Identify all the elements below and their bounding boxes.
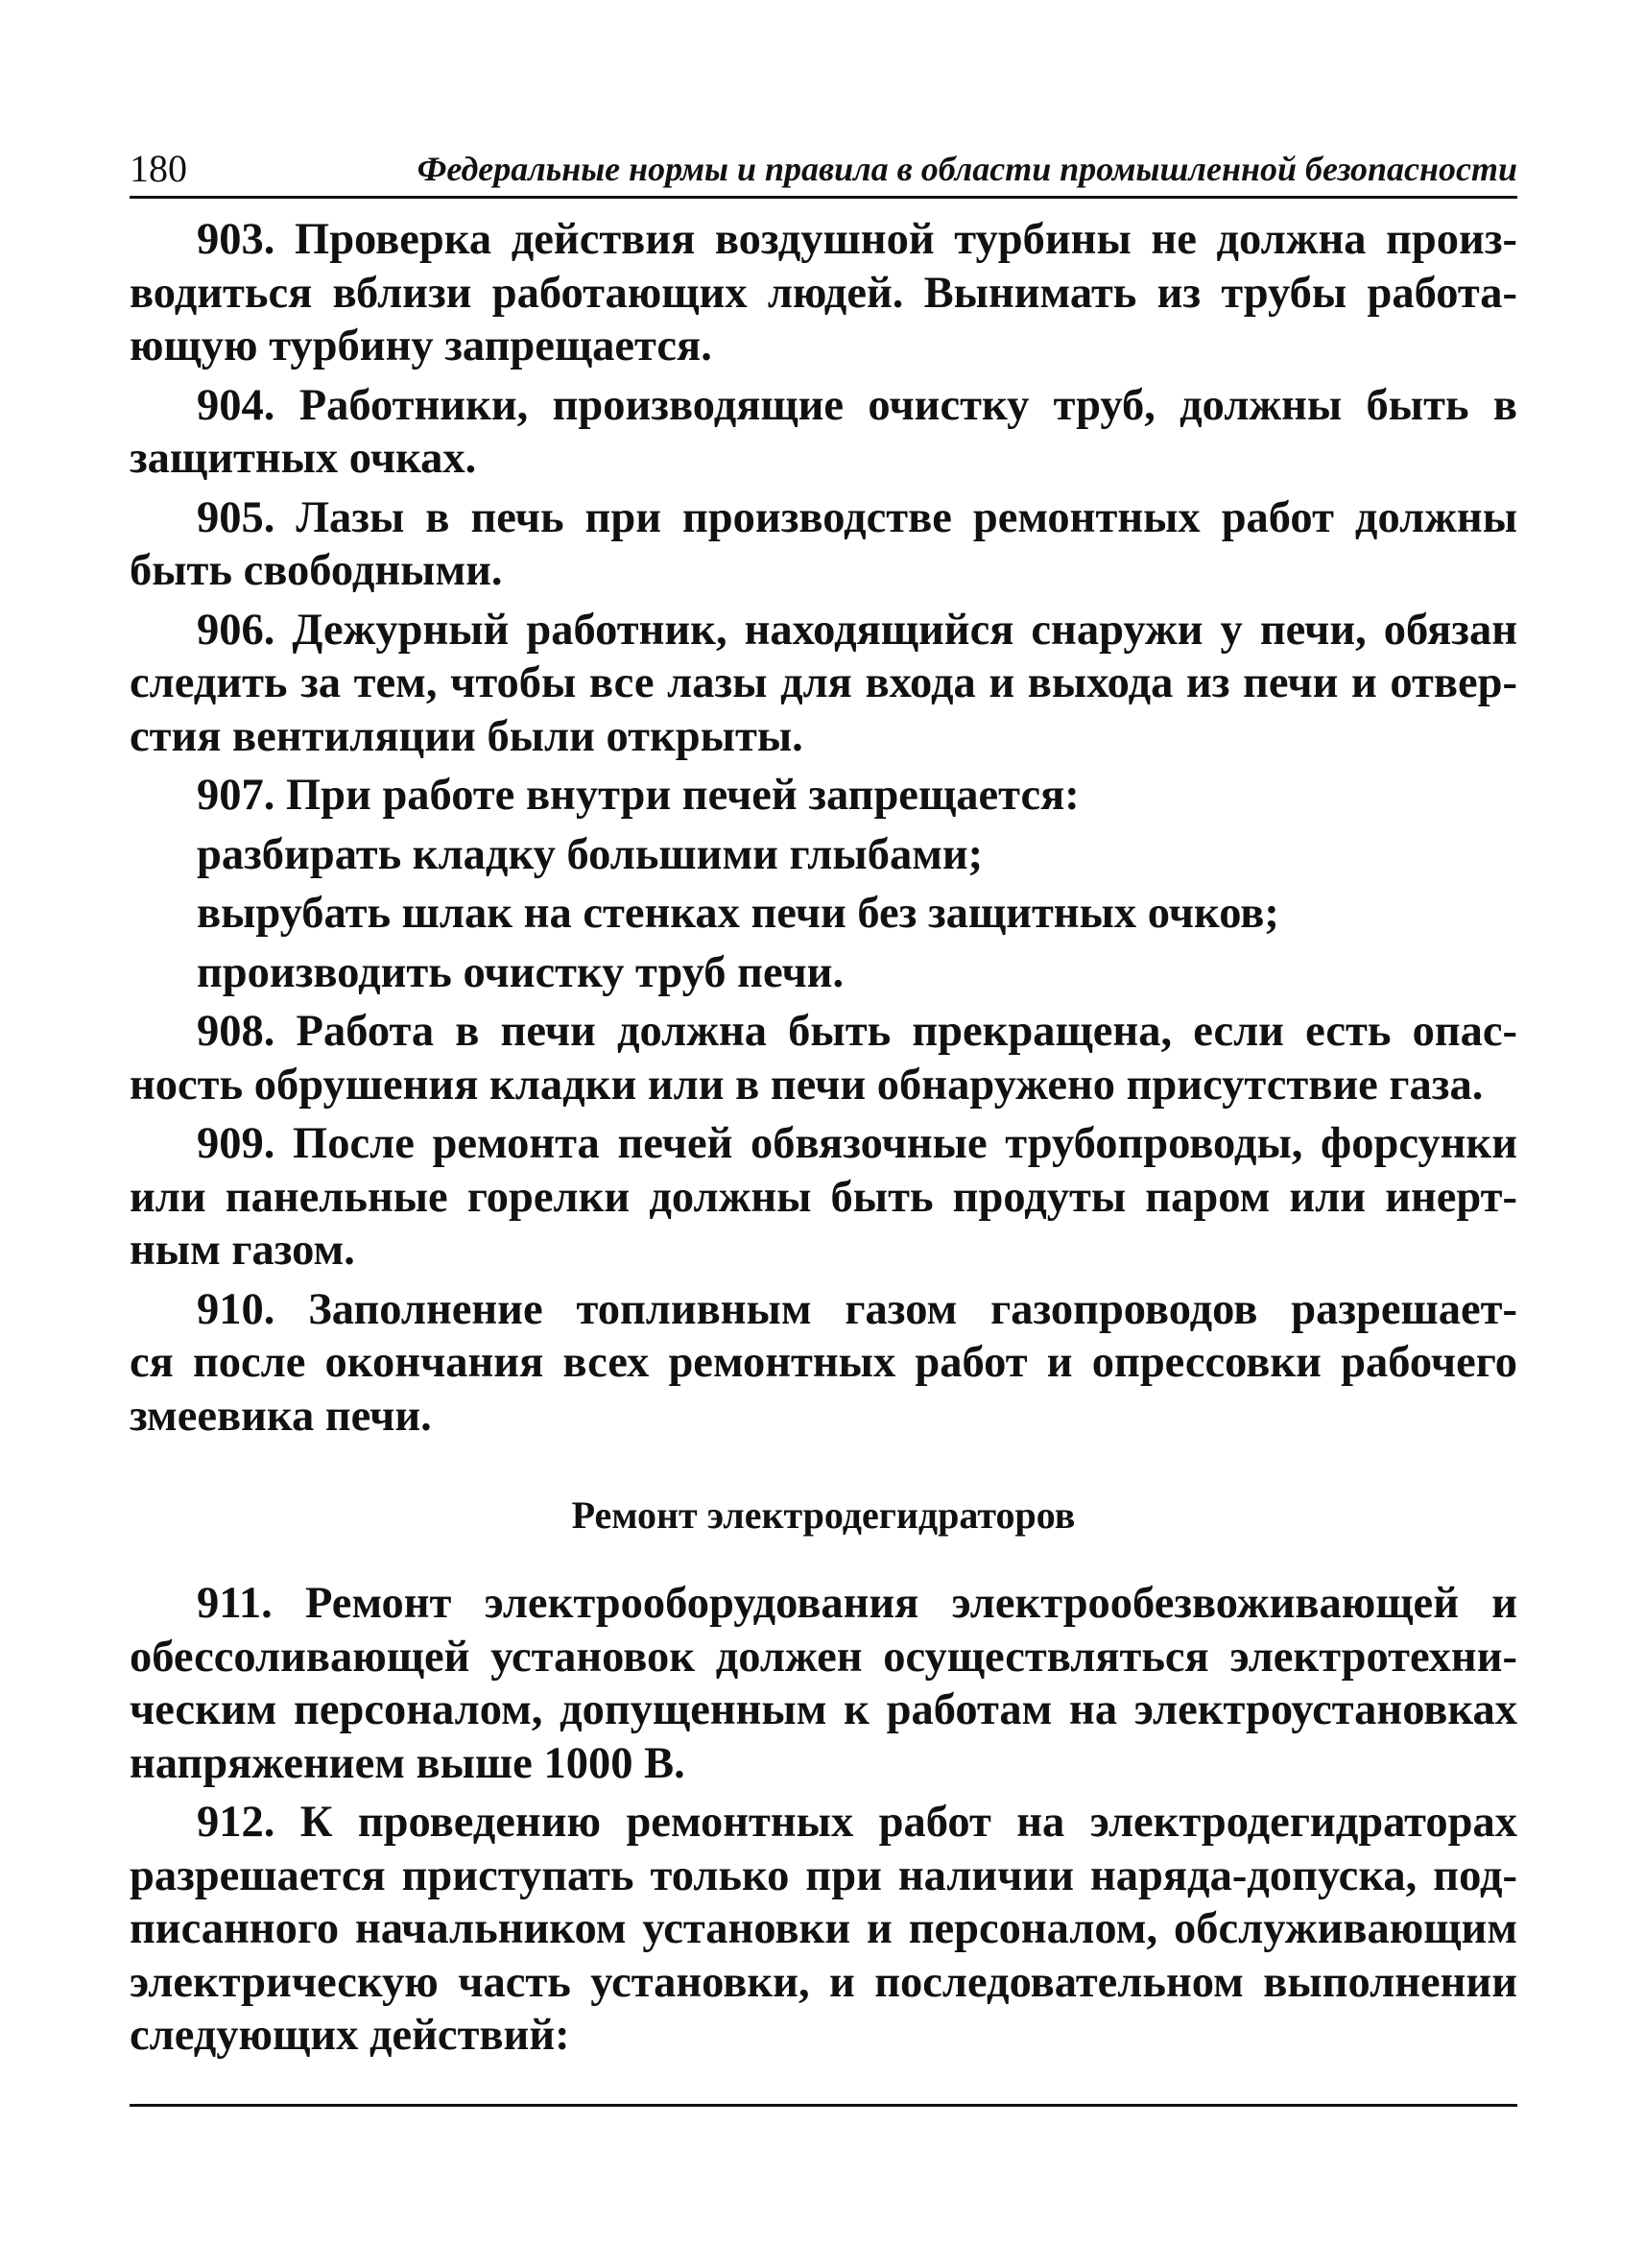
text-line: змеевика печи.: [130, 1391, 432, 1441]
text-line: 910. Заполнение топливным газом газопроводов разрешает-: [197, 1284, 1517, 1334]
text-line: 903. Проверка действия воздушной турбины не должна произ-: [197, 215, 1517, 264]
running-header: [130, 142, 1517, 199]
text-line: разрешается приступать только при наличии наряда-допуска, под-: [130, 1850, 1517, 1900]
text-line: следить за тем, чтобы все лазы для входа и выхода из печи и отвер-: [130, 658, 1517, 707]
running-title: Федеральные нормы и правила в области промышленной безопасности: [417, 150, 1517, 188]
footer-rule: [130, 2104, 1517, 2107]
text-line: ся после окончания всех ремонтных работ и опрессовки рабочего: [130, 1338, 1517, 1387]
text-line: обессоливающей установок должен осуществляться электротехни-: [130, 1632, 1517, 1682]
text-line: или панельные горелки должны быть продуты паром или инерт-: [130, 1172, 1517, 1222]
text-line: 912. К проведению ремонтных работ на электродегидраторах: [197, 1798, 1517, 1847]
text-line: писанного начальником установки и персоналом, обслуживающим: [130, 1904, 1517, 1953]
list-item: производить очистку труб печи.: [197, 947, 845, 997]
list-item: разбирать кладку большими глыбами;: [197, 829, 984, 879]
text-line: стия вентиляции были открыты.: [130, 711, 803, 761]
paragraph-911: [130, 1577, 1517, 1790]
text-line: ческим персоналом, допущенным к работам на электроустановках: [130, 1685, 1517, 1734]
text-line: напряжением выше 1000 В.: [130, 1738, 685, 1788]
text-line: 905. Лазы в печь при производстве ремонтных работ должны: [197, 492, 1517, 542]
page-number: 180: [130, 147, 187, 190]
paragraph-907-intro: 907. При работе внутри печей запрещается:: [197, 771, 1080, 820]
text-line: быть свободными.: [130, 546, 503, 595]
list-item: вырубать шлак на стенках печи без защитных очков;: [197, 889, 1279, 938]
text-line: 911. Ремонт электрооборудования электрообезвоживающей и: [197, 1579, 1517, 1628]
text-line: 908. Работа в печи должна быть прекращена, если есть опас-: [197, 1007, 1517, 1056]
text-line: 906. Дежурный работник, находящийся снаружи у печи, обязан: [197, 605, 1517, 655]
paragraph-904: [130, 379, 1517, 486]
text-line: ющую турбину запрещается.: [130, 322, 712, 370]
paragraph-905: [130, 491, 1517, 598]
text-line: ность обрушения кладки или в печи обнаружено присутствие газа.: [130, 1060, 1484, 1110]
paragraph-910: [130, 1283, 1517, 1444]
text-line: следующих действий:: [130, 2011, 570, 2060]
paragraph-906: [130, 604, 1517, 764]
text-line: защитных очках.: [130, 434, 477, 483]
text-line: 909. После ремонта печей обвязочные трубопроводы, форсунки: [197, 1119, 1517, 1168]
paragraph-912: [130, 1796, 1517, 2063]
text-line: ным газом.: [130, 1226, 355, 1275]
body-text: [130, 213, 1517, 2068]
text-line: электрическую часть установки, и последовательном выполнении: [130, 1957, 1517, 2007]
paragraph-908: [130, 1005, 1517, 1111]
paragraph-903: [130, 213, 1517, 373]
section-heading: Ремонт электродегидраторов: [571, 1493, 1076, 1537]
text-line: водиться вблизи работающих людей. Вынимать из трубы работа-: [130, 268, 1517, 318]
paragraph-909: [130, 1117, 1517, 1277]
text-line: 904. Работники, производящие очистку труб, должны быть в: [197, 380, 1517, 430]
